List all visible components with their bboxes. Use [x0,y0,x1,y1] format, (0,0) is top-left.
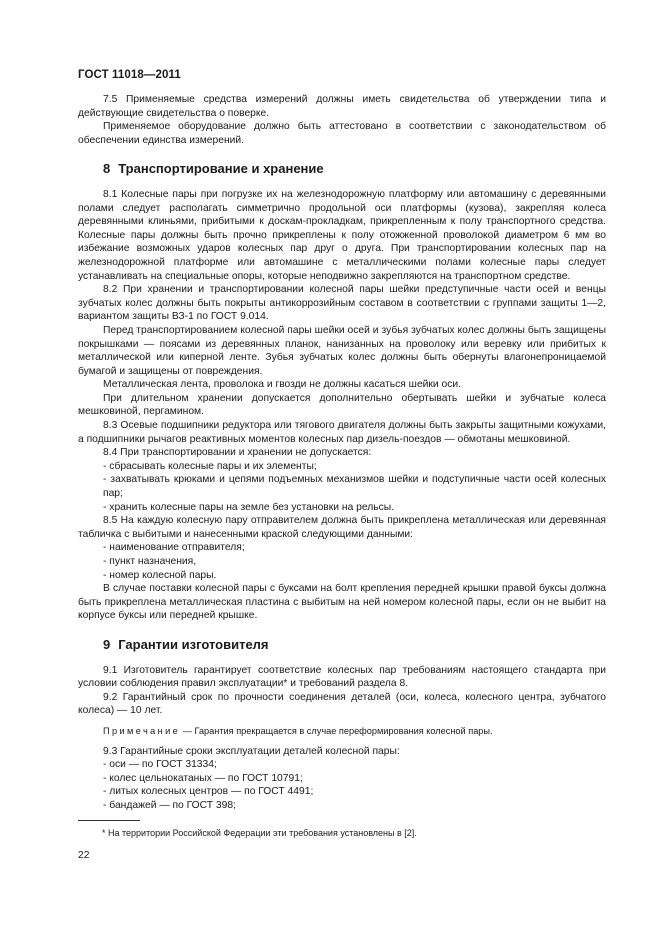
paragraph: 8.4 При транспортировании и хранении не допускается: [103,447,372,459]
section-title: Транспортирование и хранение [118,161,324,177]
footnote: * На территории Российской Федерации эти требования установлены в [2]. [102,828,417,838]
paragraph: 9.1 Изготовитель гарантирует соответствие колесных пар требованиям настоящего стандарта при условии соблюдения правил эксплуатации* и требований раздела 8. [78,664,606,690]
list-item: - оси — по ГОСТ 31334; [103,759,217,771]
section-heading-9 [78,638,606,652]
page-number: 22 [78,850,90,861]
note-lead: Примечание [103,725,181,736]
section-number: 9 [103,636,111,652]
list-item: - бандажей — по ГОСТ 398; [103,799,236,811]
list-item: - пункт назначения, [103,556,197,567]
paragraph: В случае поставки колесной пары с буксами на болт крепления передней крышки правой буксы должна быть прикреплена металлическая пластина с выбитым на ней номером колесной пары, если он не выбит на корпусе буксы или передней крышке. [78,583,606,622]
section-title: Гарантии изготовителя [118,636,269,652]
paragraph: 8.3 Осевые подшипники редуктора или тягового двигателя должны быть закрыты защитными кожухами, а подшипники рычагов реактивных моментов колесных пар дизель-поездов — обмотаны мешковиной. [78,420,606,445]
list-item: - хранить колесные пары на земле без установки на рельсы. [103,501,395,513]
list-item: - номер колесной пары. [103,569,217,581]
note-text: — Гарантия прекращается в случае переформирования колесной пары. [180,725,493,736]
page-content [78,93,606,813]
paragraph: 8.2 При хранении и транспортировании колесной пары шейки предступичные части осей и венцы зубчатых колес должны быть покрыты антикоррозийным составом в соответствии с группами защиты 1—2, вариантом защиты ВЗ-1 по ГОСТ 9.014. [78,284,606,323]
paragraph: 9.3 Гарантийные сроки эксплуатации деталей колесной пары: [103,745,400,757]
list-item: - литых колесных центров — по ГОСТ 4491; [103,786,314,798]
page-header: ГОСТ 11018—2011 [78,69,181,81]
section-heading-8 [78,162,606,176]
list-item: - сбрасывать колесные пары и их элементы; [103,460,317,472]
paragraph: 9.2 Гарантийный срок по прочности соединения деталей (оси, колеса, колесного центра, зубчатого колеса) — 10 лет. [78,691,606,717]
footnote-separator [78,820,140,821]
paragraph: Применяемое оборудование должно быть аттестовано в соответствии с законодательством об обеспечении единства измерений. [78,121,606,146]
note [78,725,606,739]
paragraph: 8.5 На каждую колесную пару отправителем должна быть прикреплена металлическая или деревянная табличка с выбитыми и нанесенными краской следующими данными: [78,515,606,540]
list-item: - наименование отправителя; [103,542,245,554]
section-number: 8 [103,161,111,177]
list-item: - колес цельнокатаных — по ГОСТ 10791; [103,772,303,784]
list-item: - захватывать крюками и цепями подъемных механизмов шейки и подступичные части осей колесных пар; [103,474,606,500]
paragraph: 7.5 Применяемые средства измерений должны иметь свидетельства об утверждении типа и действующие свидетельства о поверке. [78,94,606,119]
paragraph: Перед транспортированием колесной пары шейки осей и зубья зубчатых колес должны быть защищены покрышками — поясами из деревянных планок, нанизанных на проволоку или веревку или прибитых к металлической или киперной ленте. Зубья зубчатых колес должны быть обернуты влагонепроницаемой бумагой и защищены от повреждения. [78,324,606,377]
paragraph: 8.1 Колесные пары при погрузке их на железнодорожную платформу или автомашину с деревянными полами следует располагать симметрично продольной оси платформы (кузова), закрепляя колеса деревянными клиньями, прибитыми к доскам-прокладкам, прикрепленным к полу транспортного средства. Колесные пары должны быть прочно прикреплены к полу отожженной проволокой диаметром 6 мм во избежание возможных ударов колесных пар друг о друга. При транспортировании колесных пар на железнодорожной платформе или автомашине с металлическими полами колесные пары следует устанавливать на специальные опоры, которые неподвижно закрепляются на транспортном средстве. [78,188,606,282]
paragraph: При длительном хранении допускается дополнительно обертывать шейки и зубчатые колеса мешковиной, пергамином. [78,392,606,418]
paragraph: Металлическая лента, проволока и гвозди не должны касаться шейки оси. [103,379,462,391]
